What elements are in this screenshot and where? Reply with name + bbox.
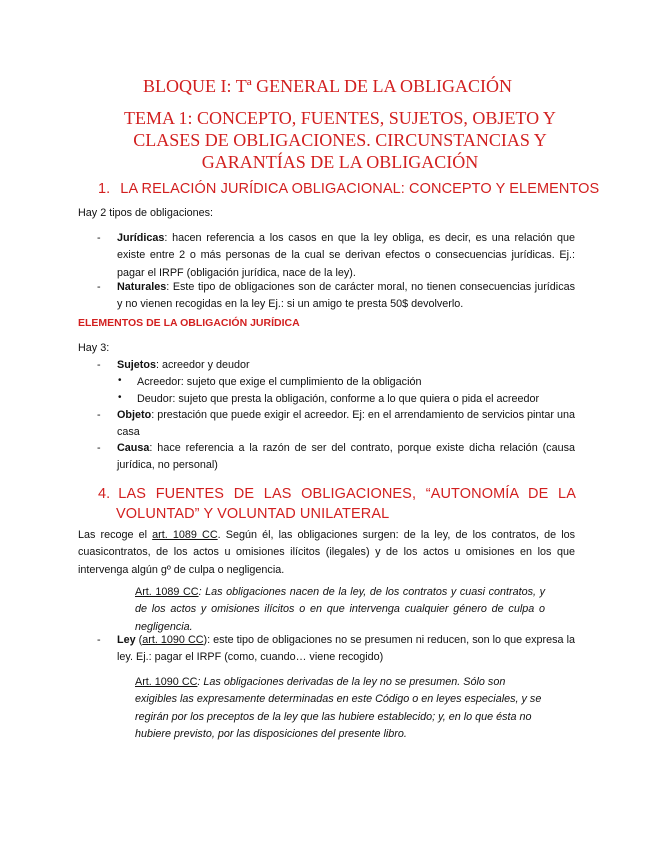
dash-marker: - (97, 634, 101, 646)
text-juridicas: : hacen referencia a los casos en que la ley obliga, es decir, es una relación que existe entre 2 o más personas de la cual se derivan efectos o consecuencias jurídicas. Ej.: pagar el IRPF (obligación jurídica, nace de la ley). (117, 232, 575, 279)
section-4-title-1: LAS FUENTES DE LAS OBLIGACIONES, “AUTONOMÍA DE LA (118, 486, 576, 502)
quote-2-text: : Las obligaciones derivadas de la ley no se presumen. Sólo son exigibles las expresamente determinadas en este Código o en leyes especiales, y se regirán por los preceptos de la ley que las hubiere establecido; y, en lo que ésta no hubiere previsto, por las disposiciones del presente libro. (135, 676, 542, 740)
dash-marker: - (97, 232, 101, 244)
list-item-objeto (117, 407, 575, 442)
tema-title: TEMA 1: CONCEPTO, FUENTES, SUJETOS, OBJETO Y CLASES DE OBLIGACIONES. CIRCUNSTANCIAS Y GARANTÍAS DE LA OBLIGACIÓN (124, 108, 556, 172)
ley-paren-open: ( (135, 634, 143, 646)
section-4-number: 4. (98, 486, 111, 502)
term-ley: Ley (117, 634, 136, 646)
quote-1-text: : Las obligaciones nacen de la ley, de los contratos y cuasi contratos, y de los actos y omisiones ilícitos o en que intervenga cualquier género de culpa o negligencia. (135, 586, 545, 633)
elements-intro: Hay 3: (78, 342, 110, 354)
list-item-causa (117, 440, 575, 475)
text-naturales: : Este tipo de obligaciones son de carácter moral, no tienen consecuencias jurídicas y no vienen recogidas en la ley Ej.: si un amigo te presta 50$ devolverlo. (117, 281, 575, 311)
quote-art-1089 (135, 584, 545, 636)
list-item-naturales (117, 279, 575, 314)
bullet-acreedor: Acreedor: sujeto que exige el cumplimiento de la obligación (137, 376, 422, 388)
term-juridicas: Jurídicas (117, 232, 165, 244)
bullet-marker: • (118, 375, 122, 386)
dash-marker: - (97, 442, 101, 454)
bullet-deudor: Deudor: sujeto que presta la obligación, conforme a lo que quiera o pida el acreedor (137, 393, 540, 405)
quote-art-1090 (135, 674, 547, 743)
elements-heading: ELEMENTOS DE LA OBLIGACIÓN JURÍDICA (78, 317, 300, 329)
section-4-paragraph (78, 527, 575, 579)
term-sujetos: Sujetos (117, 359, 156, 371)
bullet-marker: • (118, 392, 122, 403)
quote-1-ref: Art. 1089 CC (135, 586, 199, 598)
section-1-number: 1. (98, 181, 111, 197)
term-naturales: Naturales (117, 281, 167, 293)
section-4-title-2: VOLUNTAD” Y VOLUNTAD UNILATERAL (116, 506, 390, 522)
text-causa: : hace referencia a la razón de ser del contrato, porque existe dicha relación (causa jurídica, no personal) (117, 442, 575, 472)
ley-article-ref: art. 1090 CC (142, 634, 204, 646)
section-1-heading (98, 181, 599, 197)
section-1-title: LA RELACIÓN JURÍDICA OBLIGACIONAL: CONCEPTO Y ELEMENTOS (120, 181, 600, 197)
dash-marker: - (97, 409, 101, 421)
term-causa: Causa (117, 442, 150, 454)
term-objeto: Objeto (117, 409, 152, 421)
list-item-ley (117, 632, 575, 667)
block-title: BLOQUE I: Tª GENERAL DE LA OBLIGACIÓN (143, 76, 512, 96)
para-rest: . Según él, las obligaciones surgen: de la ley, de los contratos, de los cuasicontratos, de los actos u omisiones ilícitos (ilegales) y de los actos u omisiones en los que intervenga algún gº de culpa o negligencia. (78, 529, 576, 576)
dash-marker: - (97, 281, 101, 293)
text-objeto: : prestación que puede exigir el acreedor. Ej: en el arrendamiento de servicios pintar una casa (117, 409, 575, 439)
quote-2-ref: Art. 1090 CC (135, 676, 198, 688)
text-ley: ): este tipo de obligaciones no se presumen ni reducen, son lo que expresa la ley. Ej.: pagar el IRPF (como, cuando… viene recogido) (117, 634, 575, 664)
list-item-juridicas (117, 230, 575, 282)
text-sujetos: : acreedor y deudor (156, 359, 250, 371)
dash-marker: - (97, 359, 101, 371)
para-article-ref: art. 1089 CC (152, 529, 218, 541)
para-prefix: Las recoge el (78, 529, 153, 541)
section-4-heading (98, 484, 576, 524)
list-item-sujetos (117, 357, 250, 374)
section-4-title-line-1 (98, 484, 576, 504)
section-1-intro: Hay 2 tipos de obligaciones: (78, 207, 214, 219)
